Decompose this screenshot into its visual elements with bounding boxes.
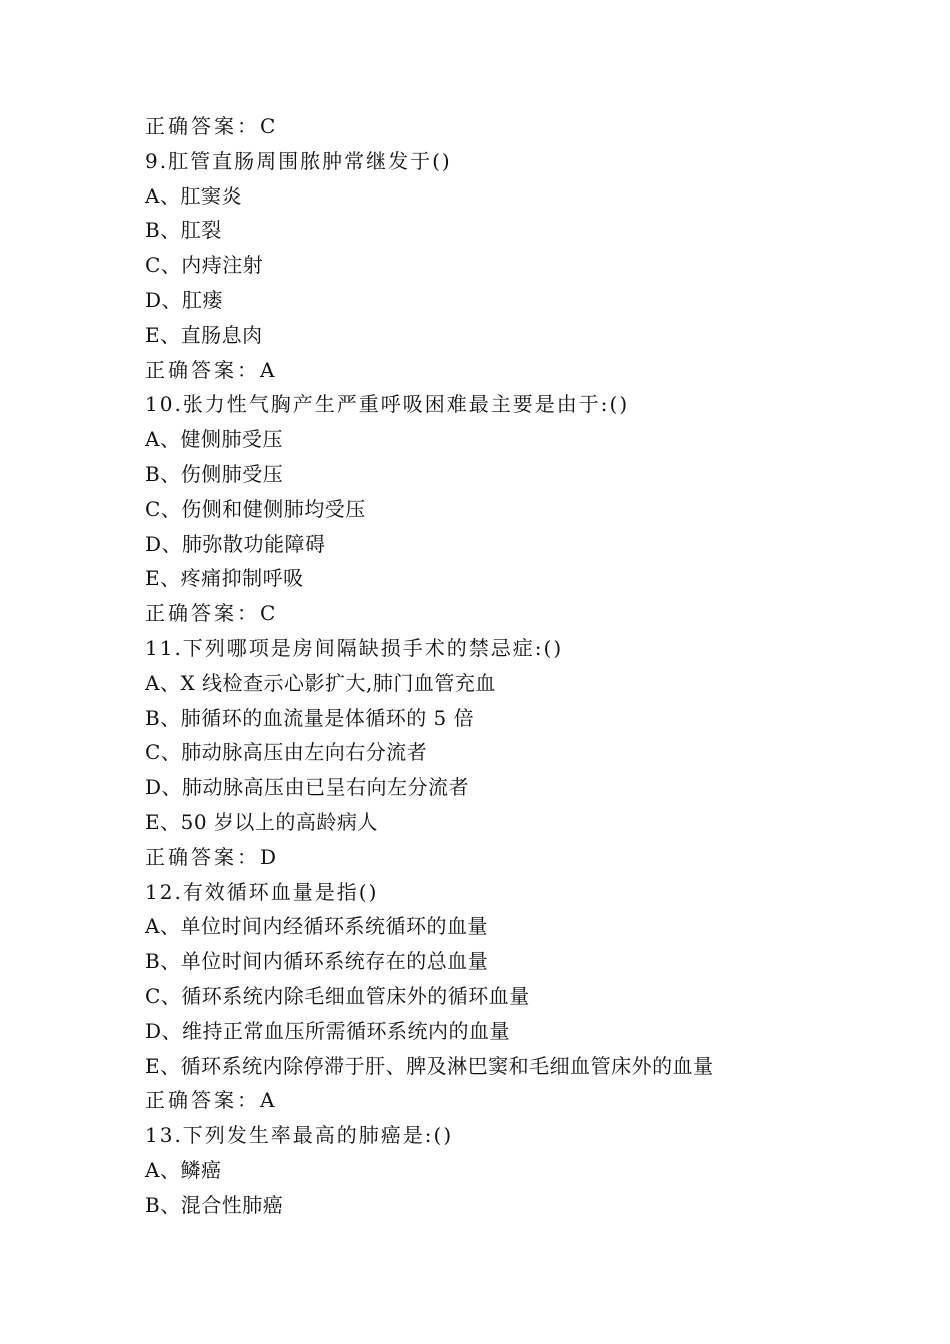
option-line: D、维持正常血压所需循环系统内的血量 bbox=[145, 1018, 511, 1043]
option-line: C、循环系统内除毛细血管床外的循环血量 bbox=[145, 983, 530, 1008]
answer-line: 正确答案：A bbox=[145, 357, 278, 382]
option-line: A、单位时间内经循环系统循环的血量 bbox=[145, 914, 488, 939]
option-line: B、肛裂 bbox=[145, 218, 222, 243]
option-line: C、内痔注射 bbox=[145, 253, 264, 278]
question-line: 11.下列哪项是房间隔缺损手术的禁忌症:() bbox=[145, 635, 564, 660]
option-line: E、直肠息肉 bbox=[145, 322, 263, 347]
option-line: D、肛瘘 bbox=[145, 287, 224, 312]
document-page bbox=[145, 109, 905, 1223]
option-line: C、伤侧和健侧肺均受压 bbox=[145, 496, 366, 521]
option-line: A、健侧肺受压 bbox=[145, 427, 283, 452]
option-line: B、肺循环的血流量是体循环的 5 倍 bbox=[145, 705, 475, 730]
option-line: A、X 线检查示心影扩大,肺门血管充血 bbox=[145, 670, 496, 695]
question-line: 12.有效循环血量是指() bbox=[145, 879, 379, 904]
option-line: E、循环系统内除停滞于肝、脾及淋巴窦和毛细血管床外的血量 bbox=[145, 1053, 714, 1078]
option-line: B、单位时间内循环系统存在的总血量 bbox=[145, 949, 489, 974]
option-line: D、肺动脉高压由已呈右向左分流者 bbox=[145, 775, 470, 800]
answer-line: 正确答案：D bbox=[145, 844, 280, 869]
question-line: 10.张力性气胸产生严重呼吸困难最主要是由于:() bbox=[145, 392, 630, 417]
question-line: 13.下列发生率最高的肺癌是:() bbox=[145, 1123, 454, 1148]
option-line: B、伤侧肺受压 bbox=[145, 461, 284, 486]
question-line: 9.肛管直肠周围脓肿常继发于() bbox=[145, 148, 452, 173]
option-line: C、肺动脉高压由左向右分流者 bbox=[145, 740, 428, 765]
option-line: E、疼痛抑制呼吸 bbox=[145, 566, 304, 591]
option-line: B、混合性肺癌 bbox=[145, 1192, 284, 1217]
answer-line: 正确答案：C bbox=[145, 601, 279, 626]
option-line: A、鳞癌 bbox=[145, 1157, 222, 1182]
option-line: E、50 岁以上的高龄病人 bbox=[145, 809, 378, 834]
option-line: D、肺弥散功能障碍 bbox=[145, 531, 326, 556]
answer-line: 正确答案：C bbox=[145, 114, 279, 138]
option-line: A、肛窦炎 bbox=[145, 183, 242, 208]
answer-line: 正确答案：A bbox=[145, 1088, 278, 1113]
